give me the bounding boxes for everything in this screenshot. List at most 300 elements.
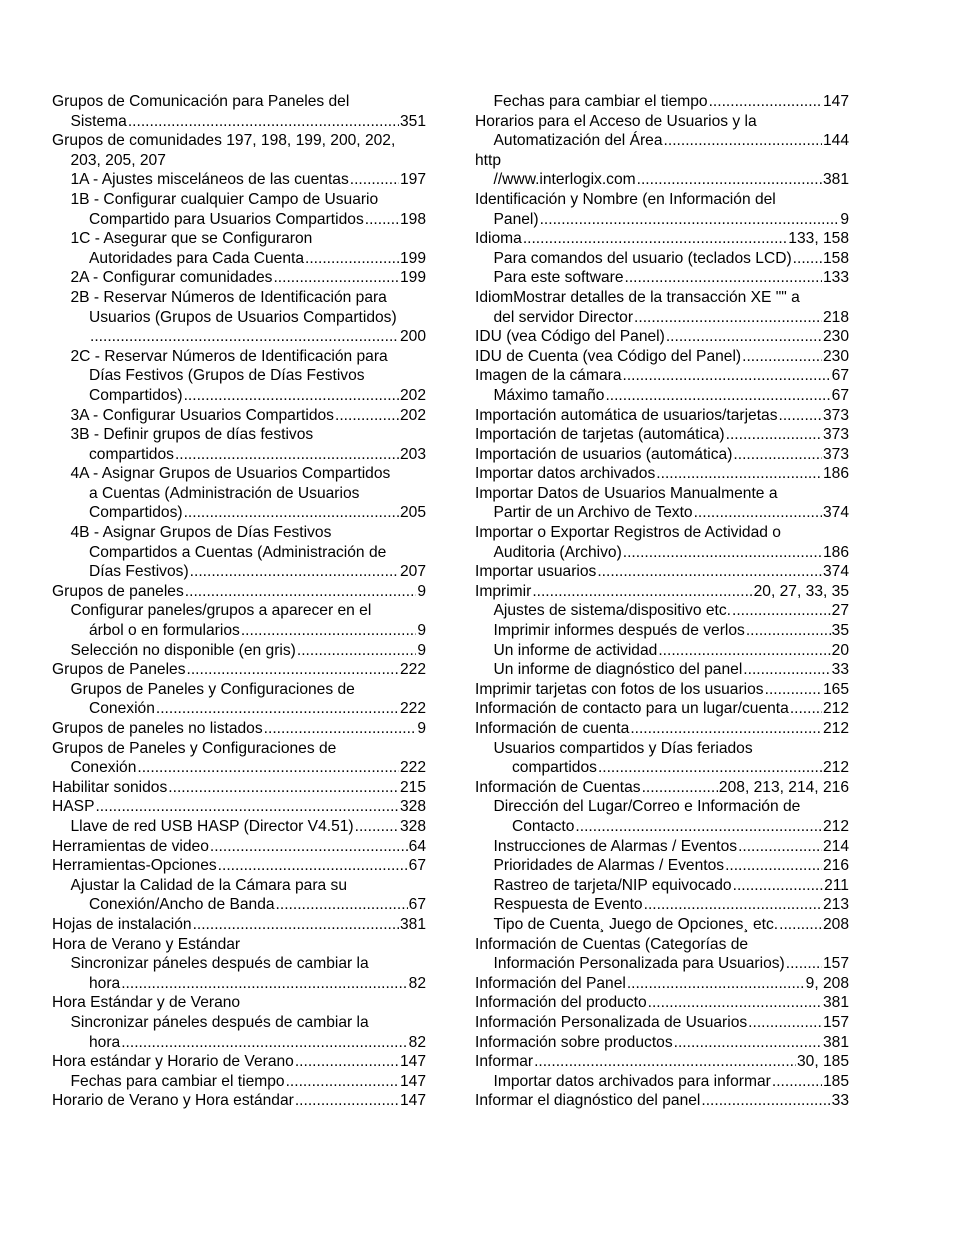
dot-leader [765, 680, 822, 700]
page-number: 147 [399, 1092, 426, 1110]
index-entry-line [71, 406, 427, 426]
index-entry [52, 935, 426, 955]
index-entry [52, 1052, 426, 1072]
page-number: 381 [822, 171, 849, 189]
index-entry [475, 347, 849, 367]
page-number: 82 [408, 974, 426, 992]
index-entry-heading: IdiomMostrar detalles de la transacción XE "" a [475, 288, 800, 306]
index-entry-line [494, 92, 850, 112]
index-subentry [475, 268, 849, 288]
index-subentry [52, 1072, 426, 1092]
index-entry-text: //www.interlogix.com [493, 171, 636, 189]
dot-leader [746, 621, 831, 641]
page-number: 20, 27, 33, 35 [753, 582, 849, 600]
index-entry-line [475, 993, 849, 1013]
index-entry-continuation: Usuarios (Grupos de Usuarios Compartidos) [89, 308, 397, 326]
index-entry-line [475, 699, 849, 719]
index-entry [475, 190, 849, 229]
page-number: 202 [399, 386, 426, 404]
page-number: 133 [822, 269, 849, 287]
dot-leader [273, 268, 399, 288]
index-entry-continuation: Compartidos a Cuentas (Administración de [89, 543, 387, 561]
index-subentry [52, 523, 426, 582]
page-number: 212 [822, 759, 849, 777]
index-entry [52, 797, 426, 817]
page-number: 67 [408, 896, 426, 914]
index-entry-line [475, 131, 849, 151]
index-entry-text: Fechas para cambiar el tiempo [70, 1072, 285, 1090]
dot-leader [666, 327, 822, 347]
dot-leader [743, 660, 830, 680]
index-entry [475, 229, 849, 249]
page-number: 230 [822, 347, 849, 365]
page-number: 373 [822, 445, 849, 463]
index-entry-text: Importación de usuarios (automática) [475, 445, 733, 463]
index-entry-line [494, 837, 850, 857]
dot-leader [642, 778, 718, 798]
index-entry-text: Habilitar sonidos [52, 778, 168, 796]
index-entry-text: Conexión [70, 759, 137, 777]
page-number: 20 [831, 641, 849, 659]
dot-leader [694, 503, 822, 523]
index-entry [475, 288, 849, 327]
index-column-left [52, 92, 426, 1111]
page-number: 33 [831, 661, 849, 679]
index-entry [475, 680, 849, 700]
index-entry-text: Sistema [70, 112, 127, 130]
index-subentry [475, 386, 849, 406]
index-entry-line [475, 1013, 849, 1033]
index-entry [475, 1052, 849, 1072]
page-number: 67 [831, 386, 849, 404]
index-entry-text: Herramientas-Opciones [52, 857, 217, 875]
index-entry [475, 719, 849, 739]
index-subentry [52, 288, 426, 347]
index-entry-line [52, 1052, 426, 1072]
index-entry-line [52, 778, 426, 798]
index-entry-line [52, 856, 426, 876]
index-entry-line [475, 582, 849, 602]
index-subentry [475, 895, 849, 915]
dot-leader [627, 974, 805, 994]
index-entry [475, 993, 849, 1013]
index-entry-line [52, 758, 426, 778]
index-entry-text: Instrucciones de Alarmas / Eventos [493, 837, 738, 855]
index-entry-heading: 2B - Reservar Números de Identificación para [70, 288, 387, 306]
page-number: 222 [399, 661, 426, 679]
dot-leader [335, 406, 399, 426]
index-entry [475, 406, 849, 426]
index-entry [475, 974, 849, 994]
page-number: 67 [831, 367, 849, 385]
page-number: 185 [822, 1072, 849, 1090]
index-entry-text: Imagen de la cámara [475, 367, 622, 385]
index-entry-text: Autoridades para Cada Cuenta [89, 249, 304, 267]
page-number: 9, 208 [805, 974, 849, 992]
dot-leader [128, 112, 399, 132]
dot-leader [575, 817, 822, 837]
index-entry-text: IDU (vea Código del Panel) [475, 328, 665, 346]
index-entry-heading: Configurar paneles/grupos a aparecer en el [70, 602, 372, 620]
index-entry [52, 856, 426, 876]
index-entry-heading: Sincronizar páneles después de cambiar la [70, 1013, 369, 1031]
index-entry-text: Información del Panel [475, 974, 626, 992]
page-number: 328 [399, 817, 426, 835]
index-entry-line [52, 582, 426, 602]
index-subentry [475, 876, 849, 896]
index-subentry [475, 641, 849, 661]
index-entry-line [475, 170, 849, 190]
index-subentry [52, 425, 426, 464]
dot-leader [732, 601, 831, 621]
index-entry-line [71, 445, 427, 465]
index-entry-line [494, 660, 850, 680]
dot-leader [276, 895, 408, 915]
index-entry-text: Conexión [89, 700, 155, 718]
index-entry-text: Información sobre productos [475, 1033, 673, 1051]
dot-leader [637, 170, 822, 190]
page-number: 9 [840, 210, 849, 228]
page-number: 186 [822, 465, 849, 483]
dot-leader [90, 327, 399, 347]
index-entry-line [52, 719, 426, 739]
dot-leader [726, 425, 822, 445]
page-number: 207 [399, 563, 426, 581]
index-subentry [475, 915, 849, 935]
index-entry-heading: Grupos de comunidades 197, 198, 199, 200, 202, [52, 132, 396, 150]
index-entry-heading: Horarios para el Acceso de Usuarios y la [475, 112, 757, 130]
index-entry-line [475, 308, 849, 328]
dot-leader [295, 1052, 399, 1072]
dot-leader [305, 249, 399, 269]
index-entry-heading: Sincronizar páneles después de cambiar la [70, 955, 369, 973]
index-entry-line [494, 268, 850, 288]
index-entry-text: Tipo de Cuenta¸ Juego de Opciones¸ etc. [493, 915, 779, 933]
index-entry [475, 425, 849, 445]
index-subentry [52, 1013, 426, 1052]
index-entry-line [475, 954, 849, 974]
index-entry-text: Prioridades de Alarmas / Eventos [493, 857, 725, 875]
index-entry-line [52, 1091, 426, 1111]
dot-leader [187, 660, 399, 680]
index-subentry [52, 641, 426, 661]
index-entry-line [475, 1033, 849, 1053]
index-entry [475, 1033, 849, 1053]
dot-leader [523, 229, 787, 249]
index-entry [475, 935, 849, 974]
page-number: 212 [822, 817, 849, 835]
dot-leader [748, 1013, 822, 1033]
index-entry-text: Herramientas de video [52, 837, 209, 855]
page-number: 202 [399, 406, 426, 424]
index-entry-line [494, 1072, 850, 1092]
index-entry-continuation: Días Festivos (Grupos de Días Festivos [89, 367, 365, 385]
dot-leader [175, 445, 399, 465]
index-entry-text: Respuesta de Evento [493, 896, 643, 914]
index-subentry [475, 797, 849, 836]
dot-leader [121, 974, 407, 994]
index-entry-text: HASP [52, 798, 95, 816]
page-number: 214 [822, 837, 849, 855]
page-number: 157 [822, 955, 849, 973]
index-subentry [475, 660, 849, 680]
page-number: 374 [822, 563, 849, 581]
index-entry-line [475, 503, 849, 523]
page-number: 230 [822, 328, 849, 346]
index-subentry [52, 680, 426, 719]
page-number: 212 [822, 700, 849, 718]
dot-leader [772, 1072, 822, 1092]
page-number: 212 [822, 720, 849, 737]
index-entry-line [475, 562, 849, 582]
index-entry [52, 92, 426, 131]
index-entry [52, 660, 426, 680]
index-entry-line [71, 503, 427, 523]
index-entry-text: Informar el diagnóstico del panel [475, 1092, 701, 1110]
dot-leader [168, 778, 399, 798]
index-subentry [52, 190, 426, 229]
index-entry [475, 327, 849, 347]
index-entry-line [494, 915, 850, 935]
index-entry [475, 484, 849, 523]
index-entry-heading: Información de Cuentas (Categorías de [475, 935, 749, 953]
dot-leader [630, 719, 822, 739]
index-entry-line [494, 249, 850, 269]
index-entry [52, 739, 426, 778]
dot-leader [623, 543, 822, 563]
index-subentry [475, 601, 849, 621]
dot-leader [733, 445, 822, 465]
index-entry-line [71, 562, 427, 582]
index-entry-text: Auditoria (Archivo) [493, 543, 622, 561]
page-number: 197 [399, 171, 426, 189]
index-subentry [475, 621, 849, 641]
index-entry-line [494, 758, 850, 778]
page-number: 216 [822, 857, 849, 875]
index-entry-line [475, 543, 849, 563]
index-entry-text: Información de Cuentas [475, 778, 641, 796]
page-number: 203 [399, 445, 426, 463]
index-subentry [52, 347, 426, 406]
dot-leader [350, 170, 399, 190]
index-entry-line [71, 1072, 427, 1092]
index-entry [475, 464, 849, 484]
dot-leader [597, 562, 822, 582]
dot-leader [725, 856, 822, 876]
index-entry-text: 203, 205, 207 [70, 151, 166, 169]
index-entry-line [494, 856, 850, 876]
index-entry-line [475, 229, 849, 249]
page-number: 222 [399, 700, 426, 718]
dot-leader [644, 895, 822, 915]
index-entry-line [475, 1052, 849, 1072]
dot-leader [625, 268, 822, 288]
index-entry-line [475, 719, 849, 739]
page-number: 199 [399, 269, 426, 287]
index-entry-text: Idioma [475, 230, 522, 248]
page-number: 373 [822, 406, 849, 424]
index-entry [475, 151, 849, 190]
index-entry-line [475, 445, 849, 465]
index-entry-text: Automatización del Área [493, 132, 663, 150]
index-entry [52, 719, 426, 739]
index-entry-line [71, 641, 427, 661]
index-entry-text: Información del producto [475, 994, 647, 1012]
dot-leader [701, 1091, 830, 1111]
page-number: 218 [822, 308, 849, 326]
index-entry-line [494, 895, 850, 915]
dot-leader [210, 837, 408, 857]
index-entry-line [494, 641, 850, 661]
page-number: 64 [408, 837, 426, 855]
index-entry-line [71, 817, 427, 837]
index-entry-line [52, 151, 426, 171]
index-subentry [52, 464, 426, 523]
index-entry-continuation: a Cuentas (Administración de Usuarios [89, 484, 360, 502]
page-number: 9 [417, 622, 426, 640]
index-entry-text: Horario de Verano y Hora estándar [52, 1092, 294, 1110]
index-entry-text: Contacto [512, 817, 575, 835]
index-entry-line [52, 837, 426, 857]
index-entry-heading: Usuarios compartidos y Días feriados [493, 739, 753, 757]
index-entry-text: Información de cuenta [475, 720, 630, 737]
index-subentry [475, 856, 849, 876]
index-entry-text: Importación automática de usuarios/tarjetas [475, 406, 778, 424]
index-entry-line [52, 660, 426, 680]
index-subentry [52, 954, 426, 993]
index-entry-line [71, 386, 427, 406]
index-entry-line [71, 249, 427, 269]
page-number: 213 [822, 896, 849, 914]
index-entry-heading: Grupos de Paneles y Configuraciones de [52, 739, 337, 757]
dot-leader [297, 641, 416, 661]
page-number: 199 [399, 249, 426, 267]
index-entry [52, 131, 426, 170]
index-entry-line [475, 327, 849, 347]
dot-leader [664, 131, 822, 151]
page-number: 147 [399, 1053, 426, 1071]
dot-leader [634, 308, 822, 328]
index-entry-text: IDU de Cuenta (vea Código del Panel) [475, 347, 742, 365]
dot-leader [184, 386, 399, 406]
page-number: 186 [822, 543, 849, 561]
page-number: 9 [417, 720, 426, 737]
index-subentry [52, 268, 426, 288]
index-entry-line [475, 425, 849, 445]
index-entry-text: 3A - Configurar Usuarios Compartidos [70, 406, 334, 424]
index-entry-line [494, 601, 850, 621]
dot-leader [193, 915, 399, 935]
index-entry-text: Hora de Verano y Estándar [52, 935, 241, 953]
index-entry [475, 699, 849, 719]
index-entry-heading: Grupos de Paneles y Configuraciones de [70, 680, 355, 698]
page-number: 33 [831, 1092, 849, 1110]
index-entry-text: Para este software [493, 269, 624, 287]
index-entry [52, 993, 426, 1013]
page-number: 198 [399, 210, 426, 228]
index-entry-heading: Ajustar la Calidad de la Cámara para su [70, 876, 347, 894]
index-entry-text: compartidos [512, 759, 597, 777]
page-number: 27 [831, 602, 849, 620]
dot-leader [793, 249, 822, 269]
index-entry-text: Conexión/Ancho de Banda [89, 896, 275, 914]
index-entry [475, 366, 849, 386]
page-number: 381 [822, 994, 849, 1012]
index-entry-text: Grupos de paneles [52, 582, 184, 600]
index-subentry [475, 92, 849, 112]
index-column-right [475, 92, 849, 1111]
index-entry-text: Información Personalizada de Usuarios [475, 1013, 748, 1031]
index-entry-line [475, 347, 849, 367]
index-entry-line [475, 464, 849, 484]
index-entry-text: Grupos de paneles no listados [52, 720, 263, 737]
index-entry-heading: Importar o Exportar Registros de Actividad o [475, 524, 781, 542]
dot-leader [184, 503, 399, 523]
index-entry-line [71, 895, 427, 915]
index-entry-text: del servidor Director [493, 308, 634, 326]
index-entry-text: Informar [475, 1053, 534, 1071]
dot-leader [264, 719, 417, 739]
dot-leader [295, 1091, 399, 1111]
index-entry-line [475, 1091, 849, 1111]
index-entry-text: Grupos de Paneles [52, 661, 186, 679]
dot-leader [742, 347, 822, 367]
dot-leader [190, 562, 399, 582]
dot-leader [532, 582, 752, 602]
index-entry-text: Un informe de diagnóstico del panel [493, 661, 743, 679]
index-entry-text: Importar datos archivados [475, 465, 656, 483]
index-entry-line [71, 621, 427, 641]
index-entry-line [52, 112, 426, 132]
index-entry-text: Máximo tamaño [493, 386, 605, 404]
dot-leader [779, 915, 822, 935]
index-entry-line [494, 876, 850, 896]
index-entry-heading: Identificación y Nombre (en Información del [475, 190, 776, 208]
index-entry-line [494, 817, 850, 837]
dot-leader [185, 582, 417, 602]
index-entry-line [52, 915, 426, 935]
index-entry-text: Llave de red USB HASP (Director V4.51) [70, 817, 354, 835]
index-entry-text: Partir de un Archivo de Texto [493, 504, 693, 522]
dot-leader [241, 621, 416, 641]
index-entry-heading: Dirección del Lugar/Correo e Información de [493, 798, 801, 816]
index-entry-heading: Importar Datos de Usuarios Manualmente a [475, 484, 778, 502]
page-number: 374 [822, 504, 849, 522]
index-entry-line [475, 210, 849, 230]
index-subentry [52, 601, 426, 640]
index-entry-line [71, 210, 427, 230]
page-number: 157 [822, 1013, 849, 1031]
index-entry-line [475, 366, 849, 386]
index-entry [475, 112, 849, 151]
dot-leader [674, 1033, 822, 1053]
dot-leader [605, 386, 830, 406]
page-number: 222 [399, 759, 426, 777]
dot-leader [790, 699, 822, 719]
page-number: 30, 185 [796, 1053, 849, 1071]
index-entry-line [475, 680, 849, 700]
dot-leader [121, 1033, 407, 1053]
index-entry-text: Selección no disponible (en gris) [70, 641, 296, 659]
index-entry-text: Información Personalizada para Usuarios) [493, 955, 785, 973]
dot-leader [623, 366, 831, 386]
dot-leader [733, 876, 824, 896]
index-subentry [475, 739, 849, 778]
page-number: 133, 158 [788, 230, 849, 248]
page-number: 147 [822, 93, 849, 110]
index-entry-text: Días Festivos) [89, 563, 189, 581]
page-number: 351 [399, 112, 426, 130]
